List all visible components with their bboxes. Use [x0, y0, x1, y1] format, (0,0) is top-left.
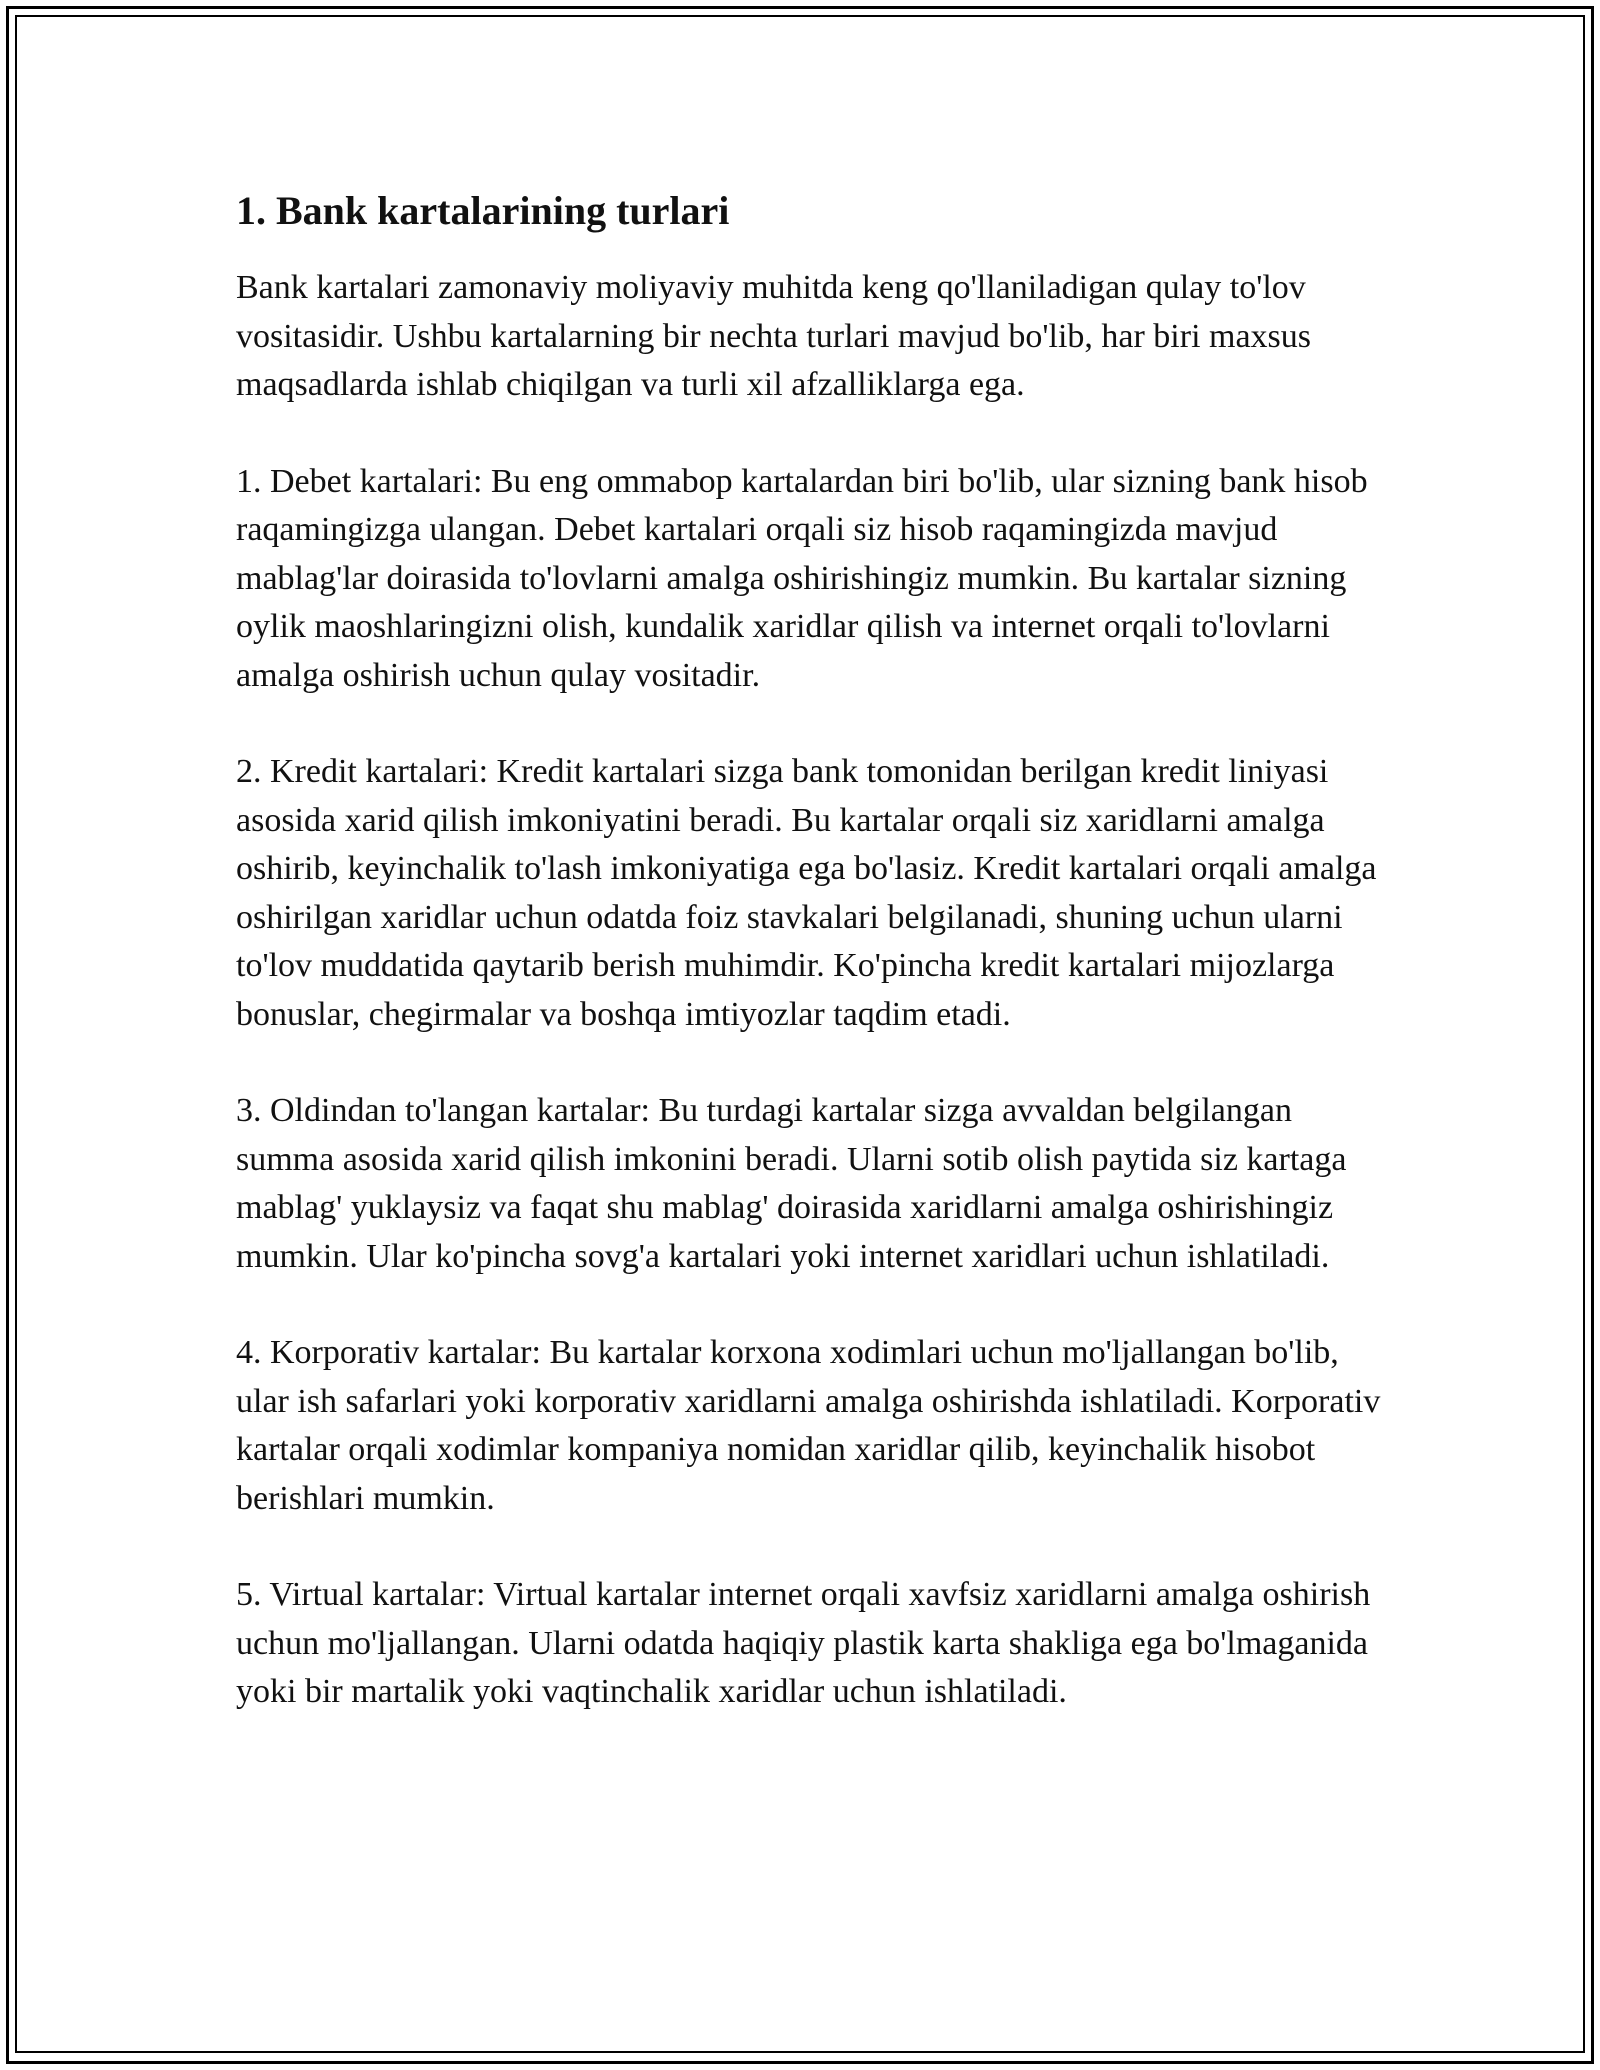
- document-title: 1. Bank kartalarining turlari: [236, 188, 730, 233]
- intro-paragraph: Bank kartalari zamonaviy moliyaviy muhitda keng qo'llaniladigan qulay to'lov vositasidir. Ushbu kartalarning bir nechta turlari mavjud bo'lib, har biri maxsus maqsadlarda ishlab chiqilgan va turli xil afzalliklarga ega.: [236, 269, 1312, 403]
- document-body: [236, 186, 1386, 1765]
- corporate-cards-paragraph: 4. Korporativ kartalar: Bu kartalar korxona xodimlari uchun mo'ljallangan bo'lib, ular ish safarlari yoki korporativ xaridlarni amalga oshirishda ishlatiladi. Korporativ kartalar orqali xodimlar kompaniya nomidan xaridlar qilib, keyinchalik hisobot berishlari mumkin.: [236, 1334, 1381, 1517]
- debit-cards-paragraph: 1. Debet kartalari: Bu eng ommabop kartalardan biri bo'lib, ular sizning bank hisob raqamingizga ulangan. Debet kartalari orqali siz hisob raqamingizda mavjud mablag'lar doirasida to'lovlarni amalga oshirishingiz mumkin. Bu kartalar sizning oylik maoshlaringizni olish, kundalik xaridlar qilish va internet orqali to'lovlarni amalga oshirish uchun qulay vositadir.: [236, 462, 1368, 694]
- prepaid-cards-paragraph: 3. Oldindan to'langan kartalar: Bu turdagi kartalar sizga avvaldan belgilangan summa asosida xarid qilish imkonini beradi. Ularni sotib olish paytida siz kartaga mablag' yuklaysiz va faqat shu mablag' doirasida xaridlarni amalga oshirishingiz mumkin. Ular ko'pincha sovg'a kartalari yoki internet xaridlari uchun ishlatiladi.: [236, 1092, 1347, 1275]
- credit-cards-paragraph: 2. Kredit kartalari: Kredit kartalari sizga bank tomonidan berilgan kredit liniyasi asosida xarid qilish imkoniyatini beradi. Bu kartalar orqali siz xaridlarni amalga oshirib, keyinchalik to'lash imkoniyatiga ega bo'lasiz. Kredit kartalari orqali amalga oshirilgan xaridlar uchun odatda foiz stavkalari belgilanadi, shuning uchun ularni to'lov muddatida qaytarib berish muhimdir. Ko'pincha kredit kartalari mijozlarga bonuslar, chegirmalar va boshqa imtiyozlar taqdim etadi.: [236, 753, 1377, 1033]
- virtual-cards-paragraph: 5. Virtual kartalar: Virtual kartalar internet orqali xavfsiz xaridlarni amalga oshirish uchun mo'ljallangan. Ularni odatda haqiqiy plastik karta shakliga ega bo'lmaganida yoki bir martalik yoki vaqtinchalik xaridlar uchun ishlatiladi.: [236, 1576, 1371, 1710]
